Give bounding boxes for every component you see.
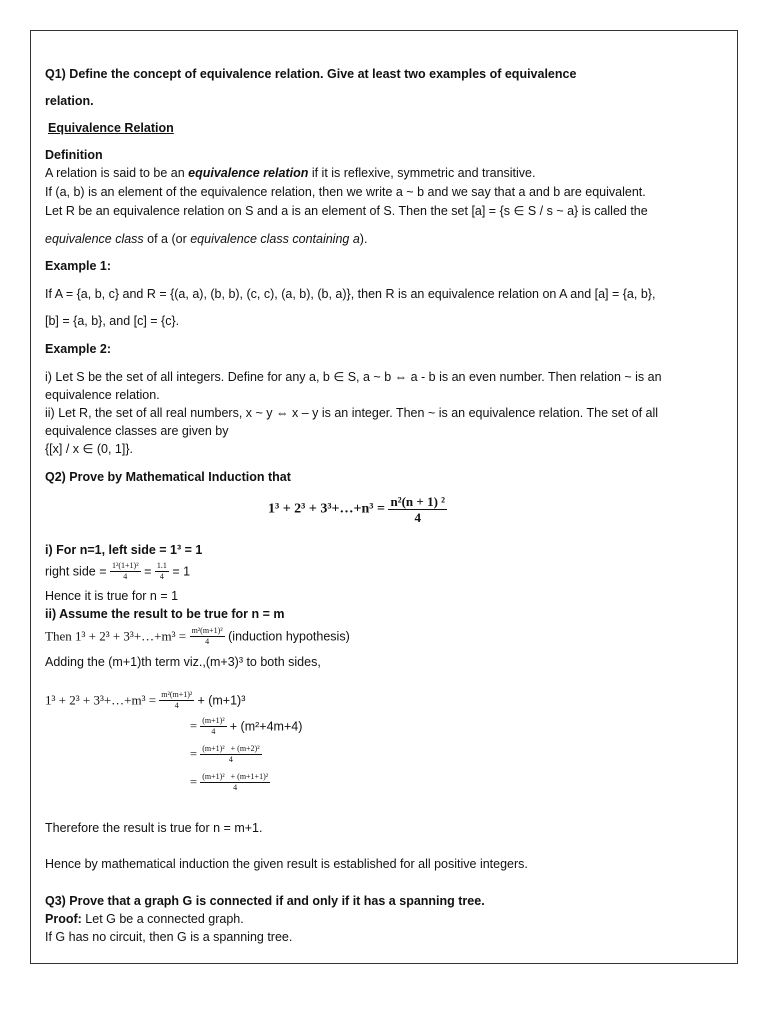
q3-title: Q3) Prove that a graph G is connected if and only if it has a spanning tree. <box>45 894 485 908</box>
conclusion-line: Hence by mathematical induction the given result is established for all positive integers. <box>45 857 528 871</box>
main-formula: 1³ + 2³ + 3³+…+n³ = $\frac{\text{n²(n + 1) ²}}{4}$ <box>268 494 446 525</box>
derivation-line4: = $\frac{\text{(m+1)² + (m+1+1)²}}{4}$ <box>190 772 269 792</box>
definition-line2: If (a, b) is an element of the equivalence relation, then we write a ~ b and we say that a and b are equivalent. <box>45 185 646 199</box>
example1-label: Example 1: <box>45 259 112 273</box>
derivation-line3: = $\frac{\text{(m+1)² + (m+2)²}}{4}$ <box>190 744 260 764</box>
example2-line1: i) Let S be the set of all integers. Define for any a, b ∈ S, a ~ b ⇔ a - b is an even number. Then relation ~ is an <box>45 370 662 384</box>
step2-adding: Adding the (m+1)th term viz.,(m+3)³ to both sides, <box>45 655 321 669</box>
definition-line4: equivalence class of a (or equivalence class containing a). <box>45 232 368 246</box>
step1-right-side: right side = $\frac{\text{1²(1+1)²}}{4}$ = $\frac{1.1}{4}$ = 1 <box>45 561 191 581</box>
example2-line2: equivalence relation. <box>45 388 160 402</box>
definition-label: Definition <box>45 148 103 162</box>
example1-line2: [b] = {a, b}, and [c] = {c}. <box>45 314 180 328</box>
definition-line1: A relation is said to be an equivalence relation if it is reflexive, symmetric and transitive. <box>45 166 536 180</box>
step1-label: i) For n=1, left side = 1³ = 1 <box>45 543 203 557</box>
q3-last-line: If G has no circuit, then G is a spanning tree. <box>45 930 293 944</box>
step2-then: Then 1³ + 2³ + 3³+…+m³ = $\frac{\text{m²(m+1)²}}{4}$ (induction hypothesis) <box>45 626 350 646</box>
therefore-line: Therefore the result is true for n = m+1. <box>45 821 263 835</box>
step1-hence: Hence it is true for n = 1 <box>45 589 179 603</box>
q1-question-line2: relation. <box>45 94 94 108</box>
definition-line3: Let R be an equivalence relation on S and a is an element of S. Then the set [a] = {s ∈ S / s ~ a} is called the <box>45 204 648 218</box>
q1-question-line1: Q1) Define the concept of equivalence relation. Give at least two examples of equivalence <box>45 67 577 81</box>
q2-title: Q2) Prove by Mathematical Induction that <box>45 470 291 484</box>
example2-line3: ii) Let R, the set of all real numbers, x ~ y ⇔ x – y is an integer. Then ~ is an equivalence relation. The set of all <box>45 406 659 420</box>
example2-line4: equivalence classes are given by <box>45 424 229 438</box>
example1-line1: If A = {a, b, c} and R = {(a, a), (b, b), (c, c), (a, b), (b, a)}, then R is an equivalence relation on A and [a] = {a, b}, <box>45 287 656 301</box>
derivation-line1: 1³ + 2³ + 3³+…+m³ = $\frac{\text{m²(m+1)²}}{4}$ + (m+1)³ <box>45 690 246 710</box>
equivalence-relation-heading: Equivalence Relation <box>48 121 174 135</box>
main-formula-fraction: $\frac{\text{n²(n + 1) ²}}{4}$ <box>390 494 446 525</box>
example2-line5: {[x] / x ∈ (0, 1]}. <box>45 442 134 456</box>
derivation-line2: = $\frac{\text{(m+1)²}}{4}$ + (m²+4m+4) <box>190 716 303 736</box>
q3-proof: Proof: Let G be a connected graph. <box>45 912 244 926</box>
example2-label: Example 2: <box>45 342 112 356</box>
step2-label: ii) Assume the result to be true for n = m <box>45 607 285 621</box>
